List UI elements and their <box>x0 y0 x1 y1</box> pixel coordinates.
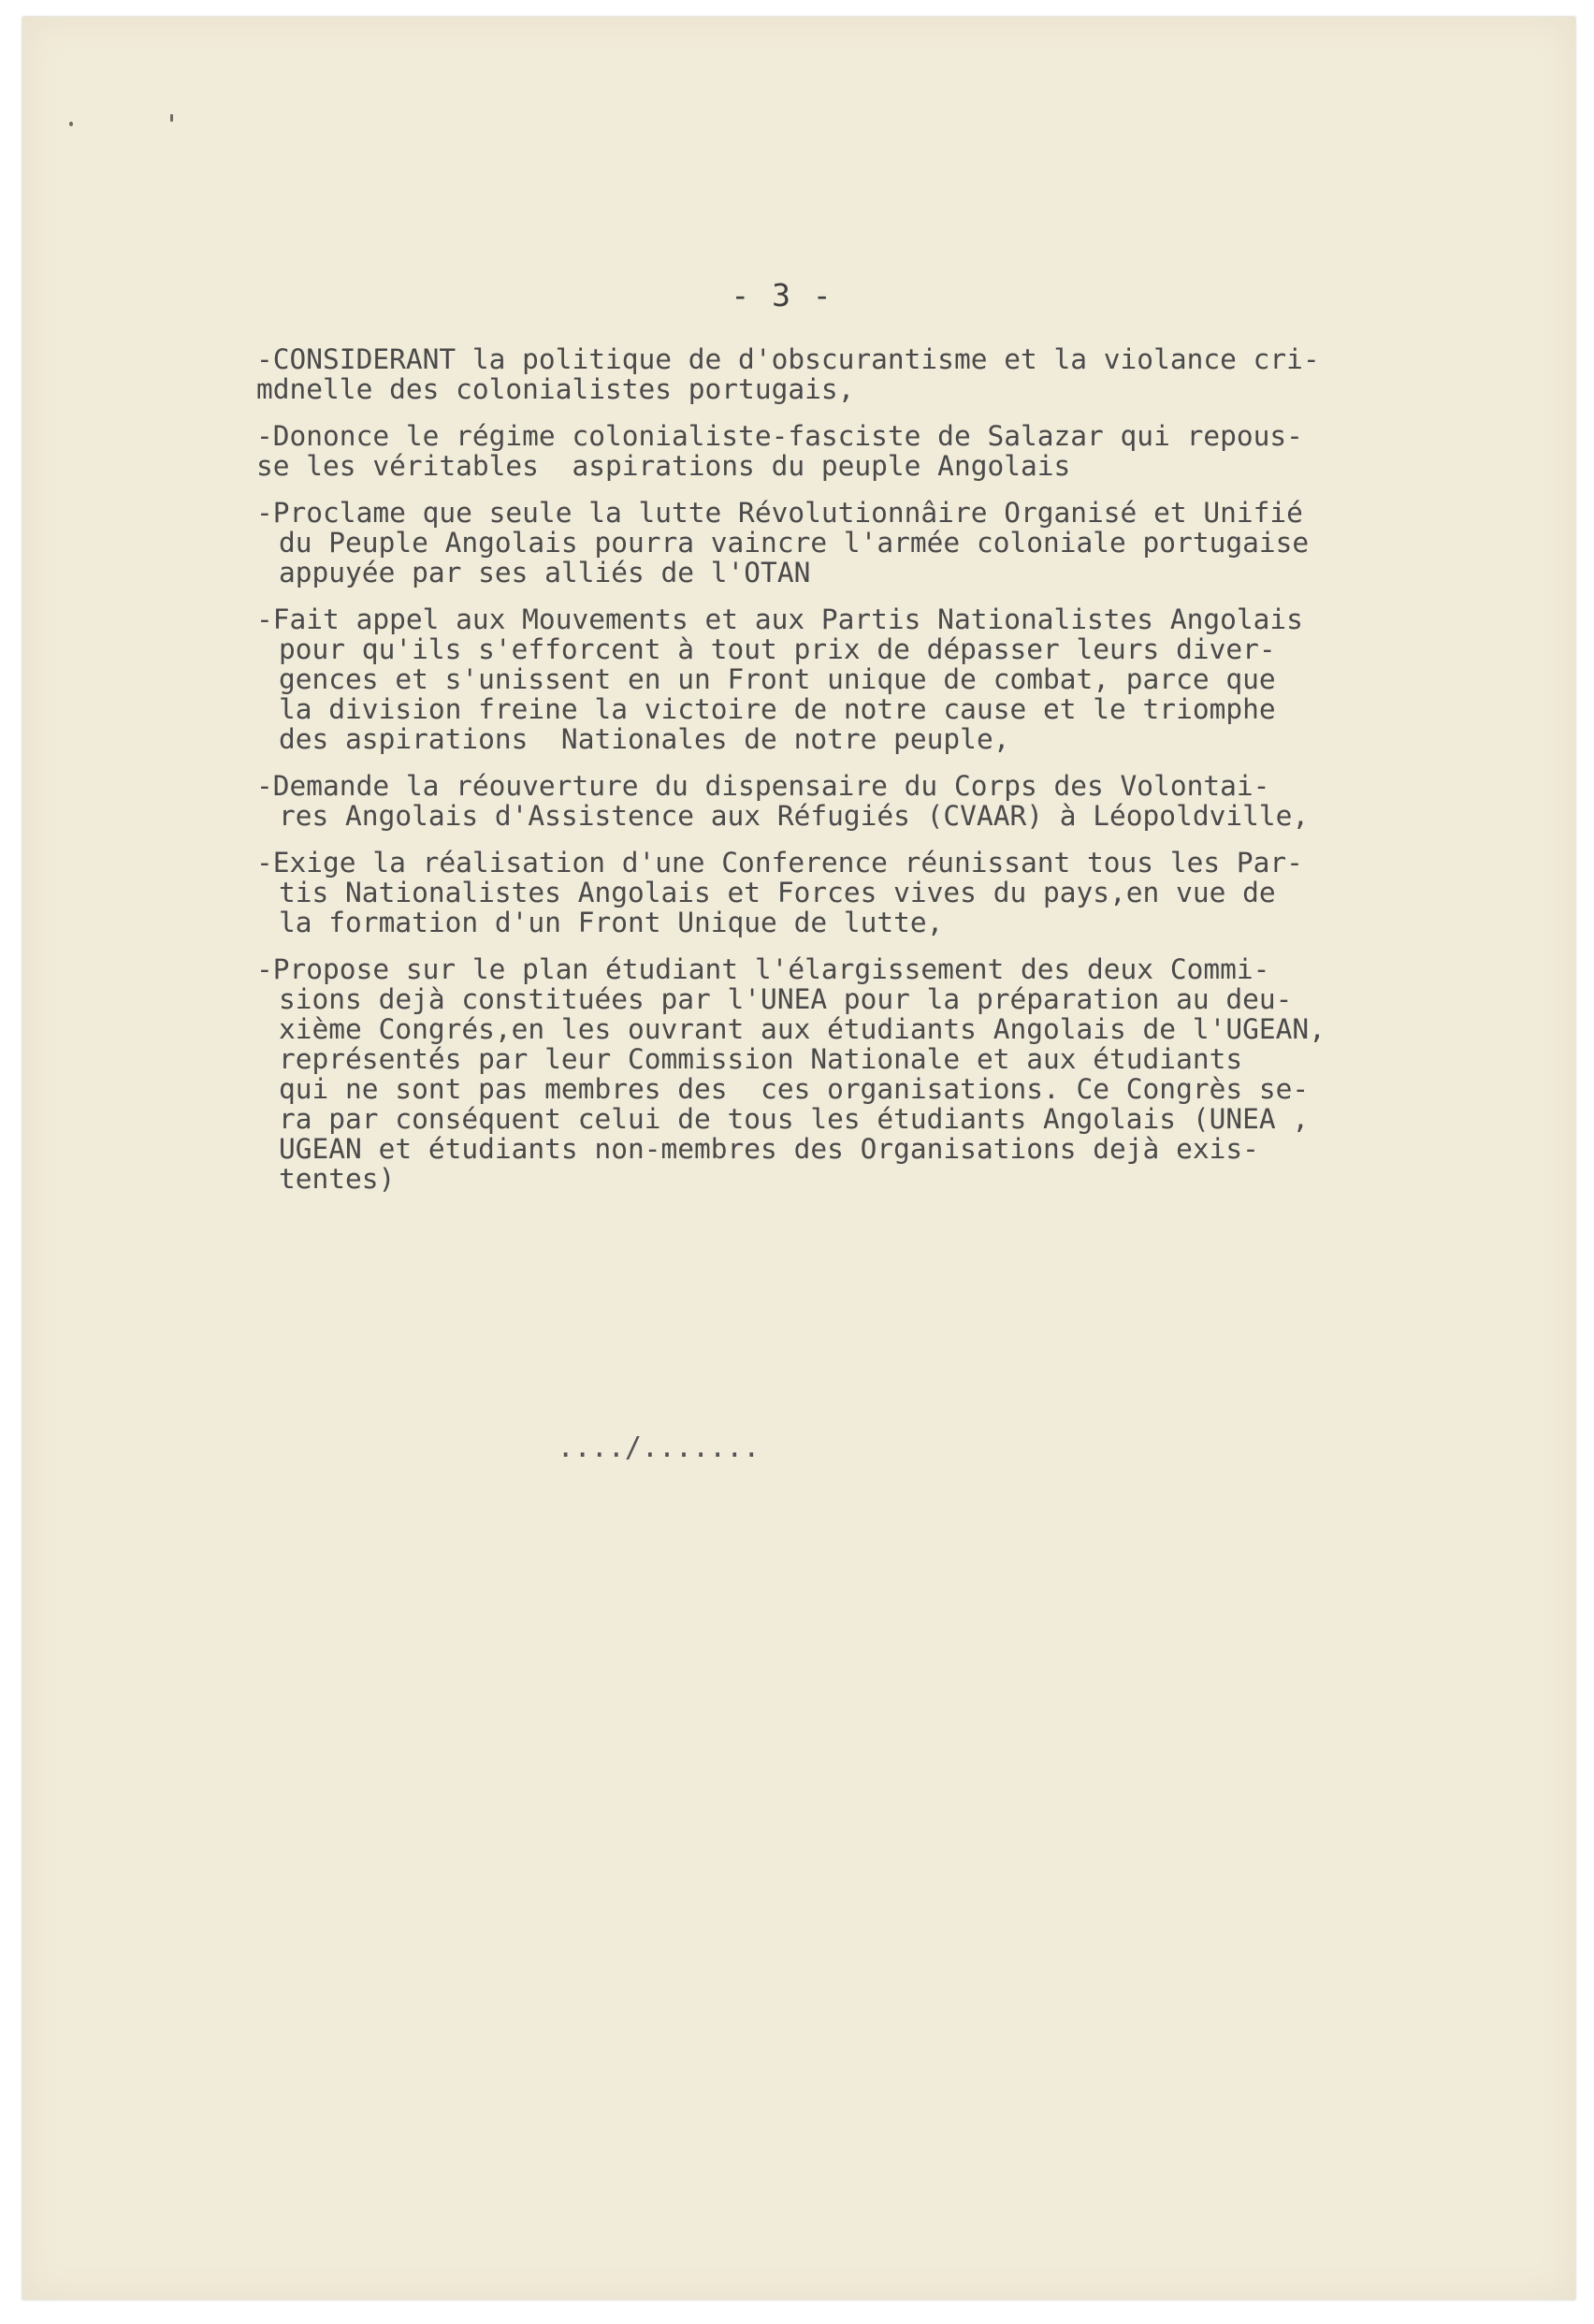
paragraph-proclame <box>256 498 1482 588</box>
text-line: pour qu'ils s'efforcent à tout prix de dépasser leurs diver- <box>279 633 1276 665</box>
text-line: -Propose sur le plan étudiant l'élargissement des deux Commi- <box>256 953 1270 985</box>
text-line: la division freine la victoire de notre cause et le triomphe <box>279 693 1276 725</box>
paragraph-fait-appel <box>256 604 1482 754</box>
text-line: la formation d'un Front Unique de lutte, <box>279 907 944 938</box>
paragraph-denonce <box>256 421 1482 481</box>
paragraph-propose <box>256 954 1482 1194</box>
text-line: sions dejà constituées par l'UNEA pour la préparation au deu- <box>279 983 1293 1015</box>
text-line: des aspirations Nationales de notre peuple, <box>279 723 1010 755</box>
text-line: -Proclame que seule la lutte Révolutionnâire Organisé et Unifié <box>256 497 1303 529</box>
text-line: -Exige la réalisation d'une Conference réunissant tous les Par- <box>256 847 1303 879</box>
text-line: gences et s'unissent en un Front unique de combat, parce que <box>279 663 1276 695</box>
page-number: - 3 - <box>731 277 833 313</box>
text-line: tis Nationalistes Angolais et Forces vives du pays,en vue de <box>279 877 1276 908</box>
text-line: du Peuple Angolais pourra vaincre l'armée coloniale portugaise <box>279 527 1310 559</box>
text-line: xième Congrés,en les ouvrant aux étudiants Angolais de l'UGEAN, <box>279 1013 1326 1045</box>
text-line: mdnelle des colonialistes portugais, <box>256 373 855 405</box>
text-line: -CONSIDERANT la politique de d'obscurantisme et la violance cri- <box>256 343 1320 375</box>
text-line: UGEAN et étudiants non-membres des Organisations dejà exis- <box>279 1133 1259 1165</box>
resolution-text <box>256 344 1482 1211</box>
ink-speck <box>69 122 73 126</box>
text-line: ra par conséquent celui de tous les étudiants Angolais (UNEA , <box>279 1103 1310 1135</box>
continuation-mark: ..../....... <box>557 1431 761 1464</box>
paper-sheet <box>22 17 1575 2300</box>
text-line: res Angolais d'Assistence aux Réfugiés (CVAAR) à Léopoldville, <box>279 800 1310 832</box>
paragraph-considerant <box>256 344 1482 404</box>
text-line: -Dononce le régime colonialiste-fasciste de Salazar qui repous- <box>256 420 1303 452</box>
paragraph-exige <box>256 848 1482 937</box>
ink-speck <box>170 114 173 122</box>
paragraph-demande <box>256 771 1482 831</box>
text-line: -Fait appel aux Mouvements et aux Partis Nationalistes Angolais <box>256 603 1303 635</box>
text-line: -Demande la réouverture du dispensaire du Corps des Volontai- <box>256 770 1270 802</box>
text-line: appuyée par ses alliés de l'OTAN <box>279 557 811 588</box>
text-line: qui ne sont pas membres des ces organisations. Ce Congrès se- <box>279 1073 1310 1105</box>
text-line: représentés par leur Commission Nationale et aux étudiants <box>279 1043 1243 1075</box>
text-line: se les véritables aspirations du peuple Angolais <box>256 450 1071 482</box>
text-line: tentes) <box>279 1163 396 1195</box>
